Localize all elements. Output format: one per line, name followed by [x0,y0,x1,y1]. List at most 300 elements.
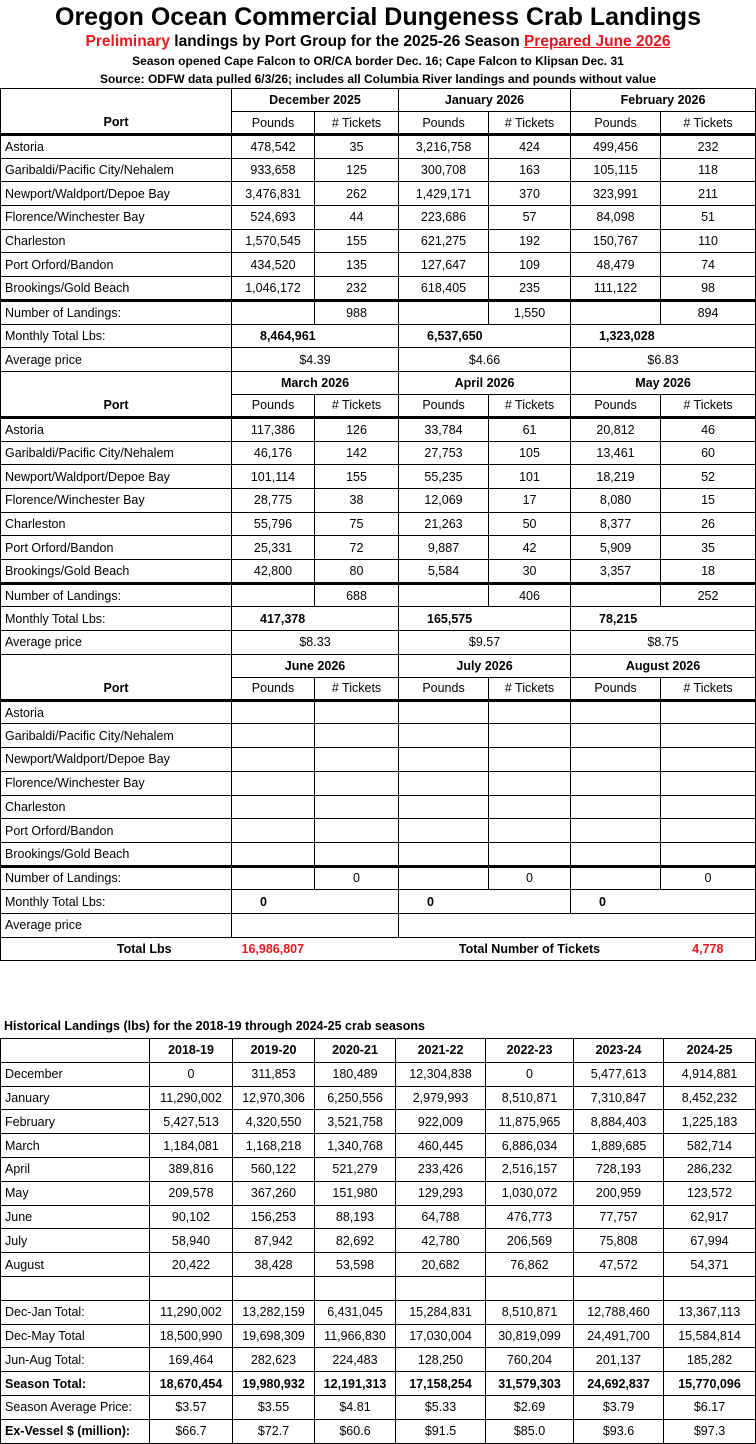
tickets-cell [661,700,756,724]
history-month-label: August [1,1253,150,1277]
average-price-value: $6.83 [571,348,756,372]
tickets-cell: 57 [489,206,571,230]
pounds-cell: 621,275 [399,229,489,253]
pounds-cell [571,748,661,772]
tickets-cell [661,771,756,795]
tickets-cell: 142 [315,441,399,465]
month-header: March 2026 [232,371,399,394]
pounds-cell [571,700,661,724]
history-summary-value: $85.0 [486,1419,574,1443]
port-row [1,182,756,206]
tickets-cell [489,819,571,843]
monthly-total-value: 78,215 [571,607,756,631]
month-header: May 2026 [571,371,756,394]
pounds-cell: 20,812 [571,417,661,441]
history-value: 389,816 [150,1157,233,1181]
blank-cell [486,1276,574,1300]
history-value: 8,452,232 [664,1086,756,1110]
tickets-header: # Tickets [489,112,571,135]
history-month-row [1,1181,756,1205]
landings-count: 0 [489,866,571,890]
pounds-cell: 3,357 [571,560,661,584]
tickets-cell: 50 [489,512,571,536]
port-name: Florence/Winchester Bay [1,206,232,230]
history-month-label: January [1,1086,150,1110]
pounds-cell: 105,115 [571,158,661,182]
tickets-cell: 72 [315,536,399,560]
tickets-cell: 30 [489,560,571,584]
history-value: 11,290,002 [150,1086,233,1110]
history-summary-value: 13,367,113 [664,1300,756,1324]
average-price-label: Average price [1,913,232,937]
history-value: 77,757 [574,1205,664,1229]
pounds-cell [571,724,661,748]
history-value: 367,260 [233,1181,315,1205]
history-month-row [1,1229,756,1253]
history-summary-row [1,1372,756,1396]
pounds-cell: 27,753 [399,441,489,465]
port-row [1,512,756,536]
tickets-cell [315,795,399,819]
report-subtitle [0,32,756,52]
history-value: 75,808 [574,1229,664,1253]
landings-count: 0 [661,866,756,890]
landings-count: 988 [315,300,399,324]
pounds-cell: 13,461 [571,441,661,465]
pounds-header: Pounds [232,677,315,700]
tickets-cell: 38 [315,488,399,512]
history-value: 76,862 [486,1253,574,1277]
landings-row [1,583,756,607]
history-value: 286,232 [664,1157,756,1181]
pounds-cell: 524,693 [232,206,315,230]
history-month-label: December [1,1062,150,1086]
pounds-cell [399,842,489,866]
season-header: 2018-19 [150,1039,233,1063]
season-header: 2020-21 [315,1039,396,1063]
subtitle-middle: landings by Port Group for the 2025-26 Season [169,33,524,50]
history-value: 0 [150,1062,233,1086]
history-summary-value: 169,464 [150,1348,233,1372]
history-summary-label: Dec-Jan Total: [1,1300,150,1324]
history-value: 6,886,034 [486,1134,574,1158]
tickets-cell: 135 [315,253,399,277]
season-totals-row [1,937,756,961]
column-header-row [1,112,756,135]
tickets-cell [489,795,571,819]
tickets-cell [661,795,756,819]
tickets-cell: 74 [661,253,756,277]
history-value: 311,853 [233,1062,315,1086]
tickets-header: # Tickets [661,394,756,417]
landings-count: 688 [315,583,399,607]
history-summary-row [1,1419,756,1443]
tickets-cell [315,700,399,724]
port-row [1,229,756,253]
monthly-total-value: 0 [232,890,399,914]
landings-by-port-table [0,88,756,961]
pounds-header: Pounds [571,677,661,700]
history-month-row [1,1157,756,1181]
tickets-cell: 15 [661,488,756,512]
monthly-total-row [1,324,756,348]
pounds-cell [399,795,489,819]
pounds-cell: 21,263 [399,512,489,536]
pounds-cell [571,771,661,795]
pounds-cell [399,771,489,795]
history-month-row [1,1253,756,1277]
history-summary-label: Season Total: [1,1372,150,1396]
landings-count: 406 [489,583,571,607]
history-summary-row [1,1300,756,1324]
history-summary-value: $5.33 [396,1395,486,1419]
history-value: 1,225,183 [664,1110,756,1134]
blank-cell [571,866,661,890]
history-summary-value: 19,698,309 [233,1324,315,1348]
pounds-cell: 1,046,172 [232,277,315,301]
history-spacer-row [1,1276,756,1300]
history-value: 560,122 [233,1157,315,1181]
history-summary-label: Season Average Price: [1,1395,150,1419]
history-value: 3,521,758 [315,1110,396,1134]
history-value: 6,250,556 [315,1086,396,1110]
pounds-cell: 55,235 [399,465,489,489]
history-value: 20,682 [396,1253,486,1277]
landings-count: 894 [661,300,756,324]
history-summary-value: 8,510,871 [486,1300,574,1324]
pounds-cell [399,819,489,843]
pounds-cell [571,819,661,843]
total-lbs-value: 16,986,807 [232,937,399,961]
pounds-cell: 46,176 [232,441,315,465]
port-row [1,206,756,230]
pounds-cell [399,724,489,748]
pounds-cell: 48,479 [571,253,661,277]
port-row [1,441,756,465]
port-name: Port Orford/Bandon [1,819,232,843]
tickets-header: # Tickets [661,677,756,700]
month-header: June 2026 [232,654,399,677]
history-month-label: July [1,1229,150,1253]
tickets-cell: 61 [489,417,571,441]
pounds-cell [232,724,315,748]
history-value: 12,304,838 [396,1062,486,1086]
pounds-cell: 3,476,831 [232,182,315,206]
blank-cell [1,1276,150,1300]
average-price-value: $4.66 [399,348,571,372]
tickets-cell: 109 [489,253,571,277]
pounds-cell: 1,429,171 [399,182,489,206]
pounds-header: Pounds [571,112,661,135]
history-value: 8,884,403 [574,1110,664,1134]
month-header: April 2026 [399,371,571,394]
tickets-cell: 118 [661,158,756,182]
tickets-cell: 35 [315,135,399,159]
history-value: 582,714 [664,1134,756,1158]
tickets-cell: 125 [315,158,399,182]
pounds-cell: 8,377 [571,512,661,536]
pounds-cell [399,700,489,724]
history-summary-value: 13,282,159 [233,1300,315,1324]
history-summary-value: 12,788,460 [574,1300,664,1324]
port-row [1,842,756,866]
tickets-cell: 105 [489,441,571,465]
pounds-cell: 5,909 [571,536,661,560]
tickets-cell: 51 [661,206,756,230]
pounds-cell [571,795,661,819]
landings-count: 252 [661,583,756,607]
port-name: Florence/Winchester Bay [1,771,232,795]
season-header: 2024-25 [664,1039,756,1063]
blank-cell [1,654,232,677]
monthly-total-value: 417,378 [232,607,399,631]
history-value: 7,310,847 [574,1086,664,1110]
port-name: Astoria [1,417,232,441]
history-summary-value: $3.55 [233,1395,315,1419]
port-row [1,277,756,301]
tickets-cell [315,819,399,843]
tickets-cell: 98 [661,277,756,301]
pounds-cell: 25,331 [232,536,315,560]
tickets-cell [315,771,399,795]
pounds-cell: 434,520 [232,253,315,277]
history-summary-value: $4.81 [315,1395,396,1419]
pounds-header: Pounds [399,394,489,417]
port-name: Newport/Waldport/Depoe Bay [1,465,232,489]
pounds-cell: 117,386 [232,417,315,441]
tickets-cell: 211 [661,182,756,206]
pounds-cell: 499,456 [571,135,661,159]
history-summary-value: 11,290,002 [150,1300,233,1324]
history-value: 42,780 [396,1229,486,1253]
blank-cell [232,300,315,324]
tickets-cell [661,724,756,748]
tickets-cell: 80 [315,560,399,584]
history-month-row [1,1134,756,1158]
blank-cell [399,583,489,607]
history-month-label: June [1,1205,150,1229]
tickets-cell [489,748,571,772]
history-value: 156,253 [233,1205,315,1229]
history-value: 67,994 [664,1229,756,1253]
pounds-cell: 111,122 [571,277,661,301]
pounds-cell [232,819,315,843]
port-row [1,771,756,795]
history-value: 5,477,613 [574,1062,664,1086]
history-summary-label: Ex-Vessel $ (million): [1,1419,150,1443]
tickets-cell: 18 [661,560,756,584]
pounds-cell: 223,686 [399,206,489,230]
average-price-value: $8.75 [571,631,756,655]
history-summary-value: $72.7 [233,1419,315,1443]
port-name: Port Orford/Bandon [1,253,232,277]
tickets-cell [661,819,756,843]
tickets-header: # Tickets [315,394,399,417]
pounds-cell: 150,767 [571,229,661,253]
tickets-cell: 60 [661,441,756,465]
history-summary-value: $2.69 [486,1395,574,1419]
port-name: Newport/Waldport/Depoe Bay [1,182,232,206]
history-value: 2,516,157 [486,1157,574,1181]
tickets-cell: 52 [661,465,756,489]
pounds-cell: 5,584 [399,560,489,584]
history-summary-value: 19,980,932 [233,1372,315,1396]
history-summary-value: $93.6 [574,1419,664,1443]
historical-title: Historical Landings (lbs) for the 2018-19 through 2024-25 crab seasons [4,1019,425,1033]
history-summary-value: 760,204 [486,1348,574,1372]
total-tickets-label: Total Number of Tickets [399,937,661,961]
port-name: Garibaldi/Pacific City/Nehalem [1,724,232,748]
preliminary-label: Preliminary [85,33,170,50]
average-price-value: $8.33 [232,631,399,655]
pounds-cell: 84,098 [571,206,661,230]
history-summary-value: 31,579,303 [486,1372,574,1396]
pounds-cell [232,842,315,866]
blank-cell [232,866,315,890]
average-price-value: $4.39 [232,348,399,372]
pounds-cell: 9,887 [399,536,489,560]
port-header: Port [1,112,232,135]
port-name: Brookings/Gold Beach [1,277,232,301]
history-value: 206,569 [486,1229,574,1253]
port-row [1,536,756,560]
port-row [1,135,756,159]
history-summary-value: 17,158,254 [396,1372,486,1396]
tickets-cell: 35 [661,536,756,560]
month-header-row [1,89,756,112]
column-header-row [1,394,756,417]
tickets-cell [489,771,571,795]
history-summary-value: 224,483 [315,1348,396,1372]
month-header: February 2026 [571,89,756,112]
month-header-row [1,654,756,677]
history-summary-value: 11,966,830 [315,1324,396,1348]
history-summary-value: $91.5 [396,1419,486,1443]
port-name: Brookings/Gold Beach [1,842,232,866]
history-summary-row [1,1348,756,1372]
port-row [1,724,756,748]
pounds-header: Pounds [399,112,489,135]
history-month-label: May [1,1181,150,1205]
history-value: 4,320,550 [233,1110,315,1134]
tickets-cell [315,748,399,772]
tickets-header: # Tickets [315,112,399,135]
tickets-cell: 126 [315,417,399,441]
port-row [1,795,756,819]
history-value: 87,942 [233,1229,315,1253]
monthly-total-label: Monthly Total Lbs: [1,607,232,631]
tickets-cell: 101 [489,465,571,489]
pounds-cell: 3,216,758 [399,135,489,159]
history-month-row [1,1110,756,1134]
tickets-cell [661,842,756,866]
pounds-cell: 323,991 [571,182,661,206]
blank-cell [574,1276,664,1300]
landings-label: Number of Landings: [1,866,232,890]
pounds-cell: 33,784 [399,417,489,441]
average-price-label: Average price [1,348,232,372]
history-value: 53,598 [315,1253,396,1277]
history-value: 82,692 [315,1229,396,1253]
history-value: 151,980 [315,1181,396,1205]
average-price-row [1,913,756,937]
tickets-cell: 370 [489,182,571,206]
season-header: 2023-24 [574,1039,664,1063]
history-summary-value: $6.17 [664,1395,756,1419]
port-name: Garibaldi/Pacific City/Nehalem [1,158,232,182]
history-month-row [1,1062,756,1086]
tickets-cell: 235 [489,277,571,301]
history-value: 1,184,081 [150,1134,233,1158]
tickets-cell [489,724,571,748]
tickets-cell: 46 [661,417,756,441]
prepared-date: Prepared June 2026 [523,33,671,50]
history-value: 1,340,768 [315,1134,396,1158]
tickets-header: # Tickets [661,112,756,135]
history-value: 123,572 [664,1181,756,1205]
tickets-cell: 424 [489,135,571,159]
pounds-cell: 1,570,545 [232,229,315,253]
history-value: 4,914,881 [664,1062,756,1086]
blank-cell [1,1039,150,1063]
column-header-row [1,677,756,700]
history-value: 521,279 [315,1157,396,1181]
blank-cell [1,371,232,394]
port-header: Port [1,394,232,417]
report-header [0,2,756,88]
month-header: December 2025 [232,89,399,112]
pounds-header: Pounds [232,394,315,417]
port-name: Astoria [1,135,232,159]
season-header: 2019-20 [233,1039,315,1063]
pounds-cell: 101,114 [232,465,315,489]
history-value: 64,788 [396,1205,486,1229]
historical-landings-table [0,1038,756,1444]
month-header: January 2026 [399,89,571,112]
port-name: Charleston [1,229,232,253]
season-header: 2021-22 [396,1039,486,1063]
tickets-cell: 163 [489,158,571,182]
landings-row [1,866,756,890]
port-name: Port Orford/Bandon [1,536,232,560]
monthly-total-label: Monthly Total Lbs: [1,890,232,914]
tickets-cell: 232 [661,135,756,159]
history-value: 90,102 [150,1205,233,1229]
pounds-cell: 8,080 [571,488,661,512]
history-summary-value: $3.57 [150,1395,233,1419]
port-row [1,748,756,772]
total-tickets-value: 4,778 [661,937,756,961]
history-summary-value: 128,250 [396,1348,486,1372]
report-title: Oregon Ocean Commercial Dungeness Crab Landings [55,3,701,31]
port-row [1,560,756,584]
history-value: 476,773 [486,1205,574,1229]
pounds-cell: 12,069 [399,488,489,512]
history-summary-label: Dec-May Total [1,1324,150,1348]
history-summary-value: $97.3 [664,1419,756,1443]
history-summary-value: 282,623 [233,1348,315,1372]
pounds-cell: 28,775 [232,488,315,512]
tickets-cell: 42 [489,536,571,560]
port-name: Charleston [1,512,232,536]
history-summary-value: 24,692,837 [574,1372,664,1396]
port-row [1,488,756,512]
blank-cell [664,1276,756,1300]
port-name: Astoria [1,700,232,724]
history-value: 1,889,685 [574,1134,664,1158]
tickets-cell [489,842,571,866]
tickets-cell: 192 [489,229,571,253]
